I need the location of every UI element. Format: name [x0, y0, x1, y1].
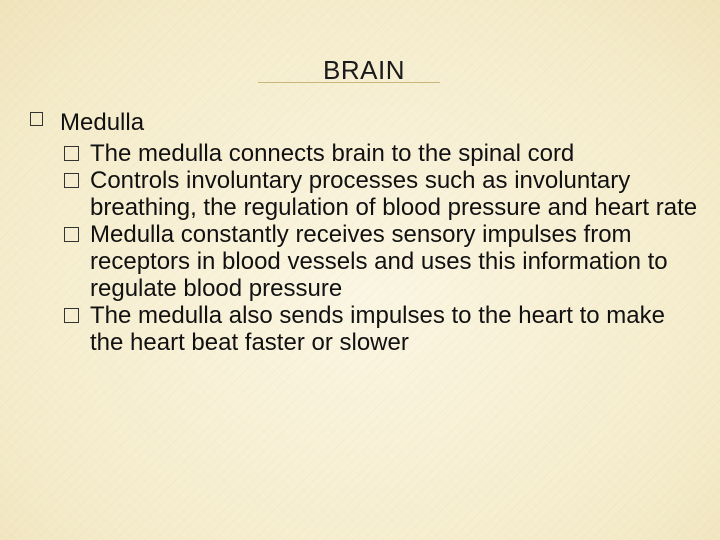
- sub-bullet-text: Medulla constantly receives sensory impulses from receptors in blood vessels and uses this information to regulate blood pressure: [90, 221, 668, 302]
- sub-bullet-text: The medulla also sends impulses to the heart to make the heart beat faster or slower: [90, 302, 665, 356]
- heading-text: Medulla: [60, 109, 145, 136]
- square-bullet-icon: [64, 146, 79, 161]
- square-bullet-icon: [64, 173, 79, 188]
- title-underline: [258, 82, 440, 83]
- square-bullet-icon: [64, 227, 79, 242]
- slide-content: [30, 108, 700, 356]
- slide-title: BRAIN: [323, 55, 405, 85]
- square-bullet-icon: [30, 112, 43, 126]
- square-bullet-icon: [64, 308, 79, 323]
- bullet-heading: [30, 108, 700, 138]
- sub-bullet: [60, 140, 700, 167]
- sub-bullet: [60, 167, 700, 221]
- sub-bullet: [60, 221, 700, 302]
- sub-bullet: [60, 302, 700, 356]
- sub-bullet-text: Controls involuntary processes such as involuntary breathing, the regulation of blood pressure and heart rate: [90, 167, 698, 221]
- sub-bullet-text: The medulla connects brain to the spinal cord: [90, 140, 575, 167]
